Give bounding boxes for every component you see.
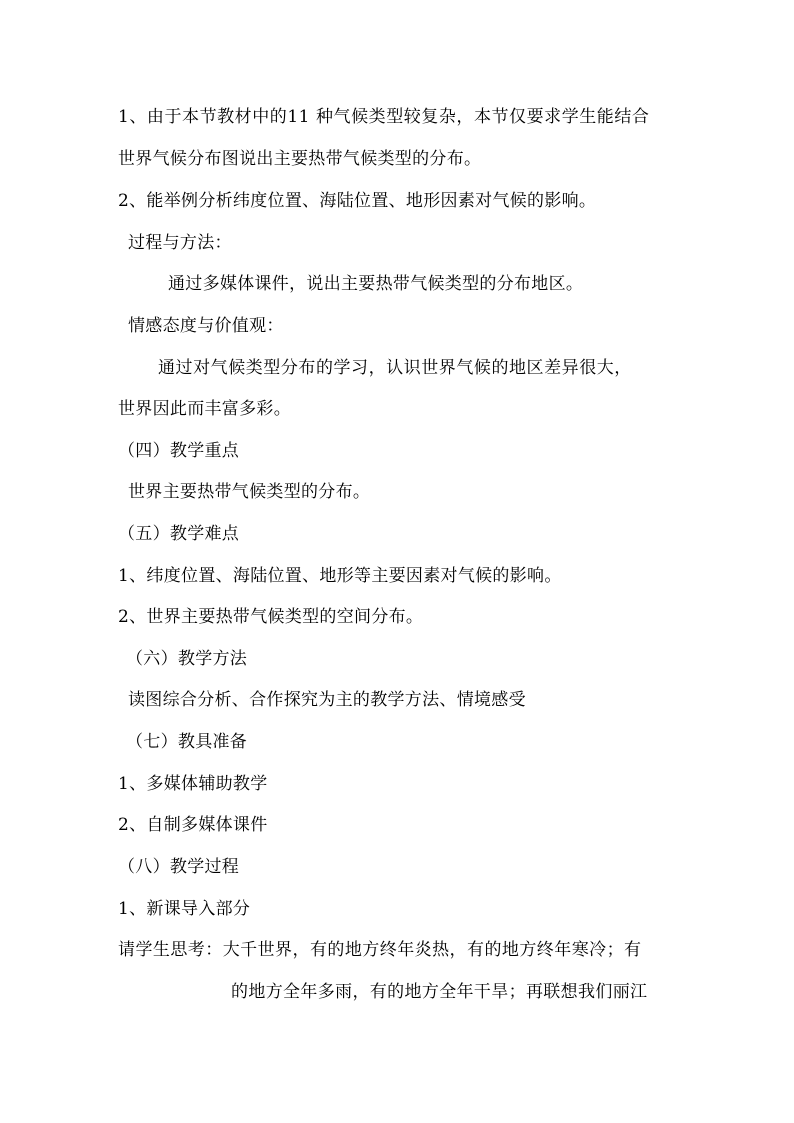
emotion-values-text-continued: 世界因此而丰富多彩。 <box>118 399 291 419</box>
teaching-process-heading: （八）教学过程 <box>118 857 240 877</box>
difficulties-heading: （五）教学难点 <box>118 524 240 544</box>
teaching-aid-item-1: 1、多媒体辅助教学 <box>118 774 268 794</box>
objective-item-1-continued: 世界气候分布图说出主要热带气候类型的分布。 <box>118 149 482 169</box>
objective-item-1: 1、由于本节教材中的11 种气候类型较复杂，本节仅要求学生能结合 <box>118 107 650 127</box>
teaching-methods-heading: （六）教学方法 <box>126 649 248 669</box>
teaching-methods-text: 读图综合分析、合作探究为主的教学方法、情境感受 <box>128 690 526 710</box>
difficulty-item-2: 2、世界主要热带气候类型的空间分布。 <box>118 607 424 627</box>
emotion-values-text: 通过对气候类型分布的学习，认识世界气候的地区差异很大， <box>158 358 632 378</box>
teaching-aid-item-2: 2、自制多媒体课件 <box>118 815 268 835</box>
key-points-heading: （四）教学重点 <box>118 441 240 461</box>
key-points-text: 世界主要热带气候类型的分布。 <box>128 482 371 502</box>
process-method-heading: 过程与方法： <box>128 233 232 253</box>
objective-item-2: 2、能举例分析纬度位置、海陆位置、地形因素对气候的影响。 <box>118 191 597 211</box>
teaching-aids-heading: （七）教具准备 <box>126 732 248 752</box>
process-method-text: 通过多媒体课件，说出主要热带气候类型的分布地区。 <box>168 274 584 294</box>
difficulty-item-1: 1、纬度位置、海陆位置、地形等主要因素对气候的影响。 <box>118 566 562 586</box>
lesson-intro-heading: 1、新课导入部分 <box>118 899 251 919</box>
lesson-intro-text-continued: 的地方全年多雨，有的地方全年干旱；再联想我们丽江 <box>231 982 648 1002</box>
emotion-values-heading: 情感态度与价值观： <box>128 316 284 336</box>
lesson-intro-text: 请学生思考：大千世界，有的地方终年炎热，有的地方终年寒冷；有 <box>118 940 642 960</box>
